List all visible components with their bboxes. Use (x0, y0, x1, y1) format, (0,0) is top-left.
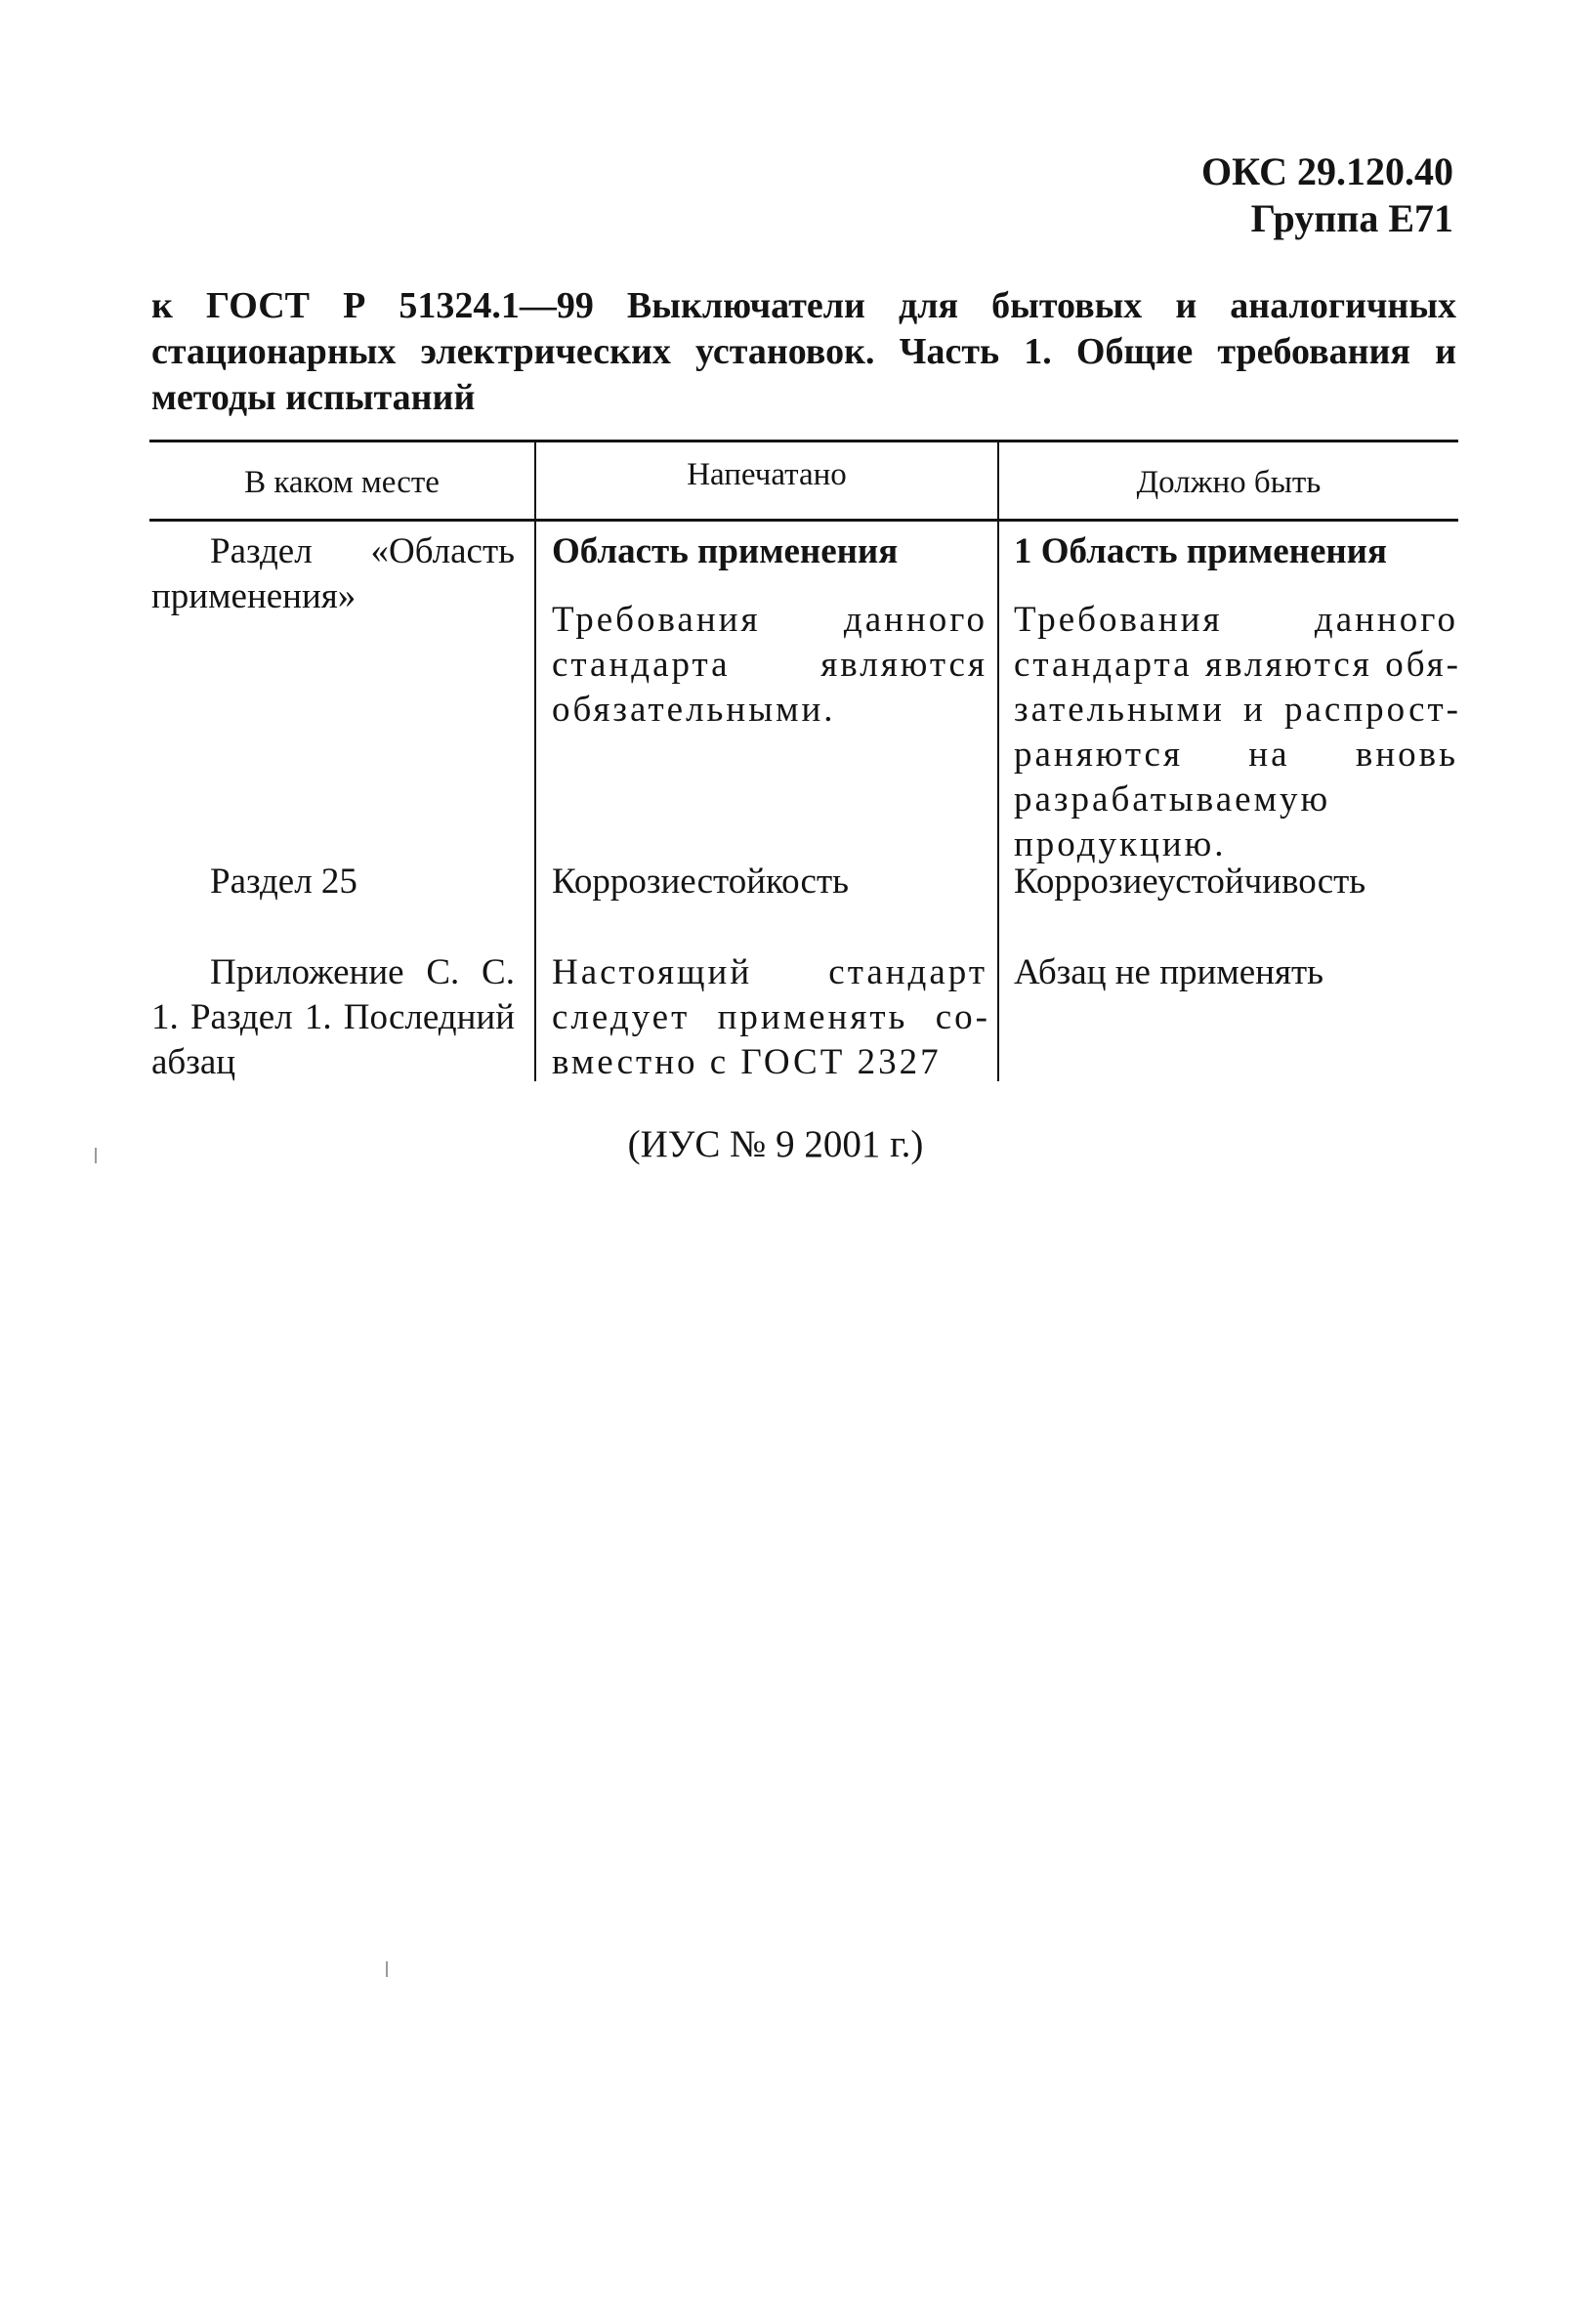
column-divider-1 (534, 442, 536, 1081)
row1-should-text: Требования данного стандарта являются обязательными и распространяются на вновь разрабатываемую продукцию. (1014, 600, 1458, 864)
row2-printed: Коррозиестойкость (552, 862, 849, 902)
row3-place: Приложение С. С. 1. Раздел 1. Последний абзац (151, 952, 515, 1082)
row1-should-heading: 1 Область применения (1014, 531, 1388, 571)
row2-should-be: Коррозиеустойчивость (1014, 862, 1366, 902)
row3-printed: Настоящий стандарт следует применять совместно с ГОСТ 2327 (552, 952, 987, 1082)
group-code: Группа Е71 (1250, 196, 1453, 240)
header-should-be: Должно быть (1136, 465, 1322, 500)
scan-speck (386, 1961, 388, 1977)
table-header-rule (149, 519, 1458, 522)
oks-code: ОКС 29.120.40 (1200, 149, 1453, 193)
classification-block (1201, 148, 1453, 242)
column-divider-2 (997, 442, 999, 1081)
document-title: к ГОСТ Р 51324.1—99 Выключатели для бытовых и аналогичных стационарных электрических установок. Часть 1. Общие требования и методы испытаний (151, 285, 1456, 418)
scan-speck (95, 1148, 97, 1163)
row3-should-be: Абзац не применять (1014, 952, 1324, 992)
row1-printed-text: Требования данного стандарта являются обязательными. (552, 600, 987, 730)
header-printed: Напечатано (687, 457, 847, 492)
footnote-ius: (ИУС № 9 2001 г.) (627, 1123, 924, 1165)
table-top-rule (149, 440, 1458, 442)
row2-place: Раздел 25 (210, 862, 357, 902)
row1-place: Раздел «Область применения» (151, 531, 515, 616)
header-place: В каком месте (244, 465, 440, 500)
row1-printed-heading: Область применения (552, 531, 899, 571)
